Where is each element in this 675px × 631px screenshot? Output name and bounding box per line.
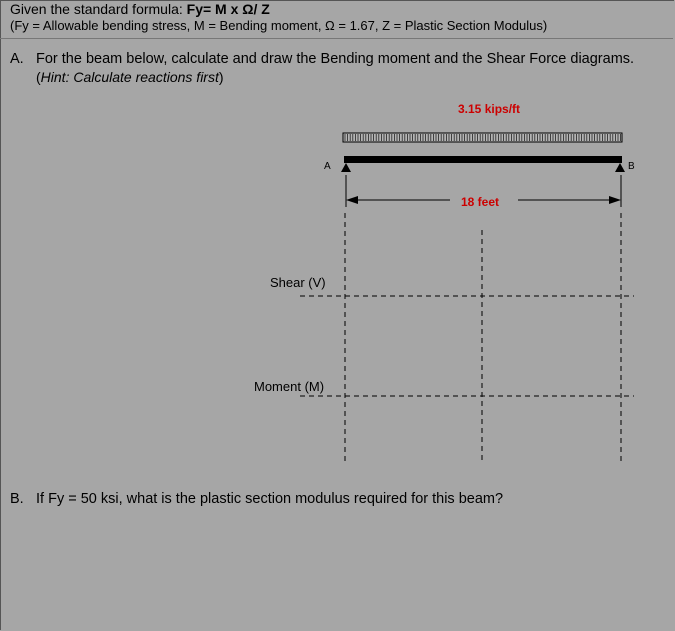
formula-definitions: (Fy = Allowable bending stress, M = Bending moment, Ω = 1.67, Z = Plastic Section Modulus) <box>10 18 548 33</box>
question-b <box>10 491 503 507</box>
formula: Fy= M x Ω/ Z <box>186 1 270 17</box>
question-a-hint: (Hint: Calculate reactions first) <box>36 69 224 85</box>
support-a-icon <box>341 163 351 172</box>
question-b-label: B. <box>10 491 24 507</box>
load-label: 3.15 kips/ft <box>458 102 521 116</box>
moment-diagram-label: Moment (M) <box>254 379 325 394</box>
support-b-icon <box>615 163 625 172</box>
span-label: 18 feet <box>461 195 500 209</box>
question-a-label: A. <box>10 51 24 67</box>
question-a-text: For the beam below, calculate and draw the Bending moment and the Shear Force diagrams. <box>36 51 635 67</box>
shear-diagram-label: Shear (V) <box>270 275 326 290</box>
diagram-guides <box>300 213 634 463</box>
dimension-arrow-left-icon <box>346 196 358 204</box>
question-b-text: If Fy = 50 ksi, what is the plastic section modulus required for this beam? <box>36 491 504 507</box>
point-b-label: B <box>628 161 635 172</box>
dimension-arrow-right-icon <box>609 196 621 204</box>
hint-text: Hint: Calculate reactions first <box>40 69 219 85</box>
point-a-label: A <box>324 161 331 172</box>
beam <box>344 156 622 163</box>
load-hatch <box>345 134 621 141</box>
formula-prefix: Given the standard formula: <box>10 1 187 17</box>
